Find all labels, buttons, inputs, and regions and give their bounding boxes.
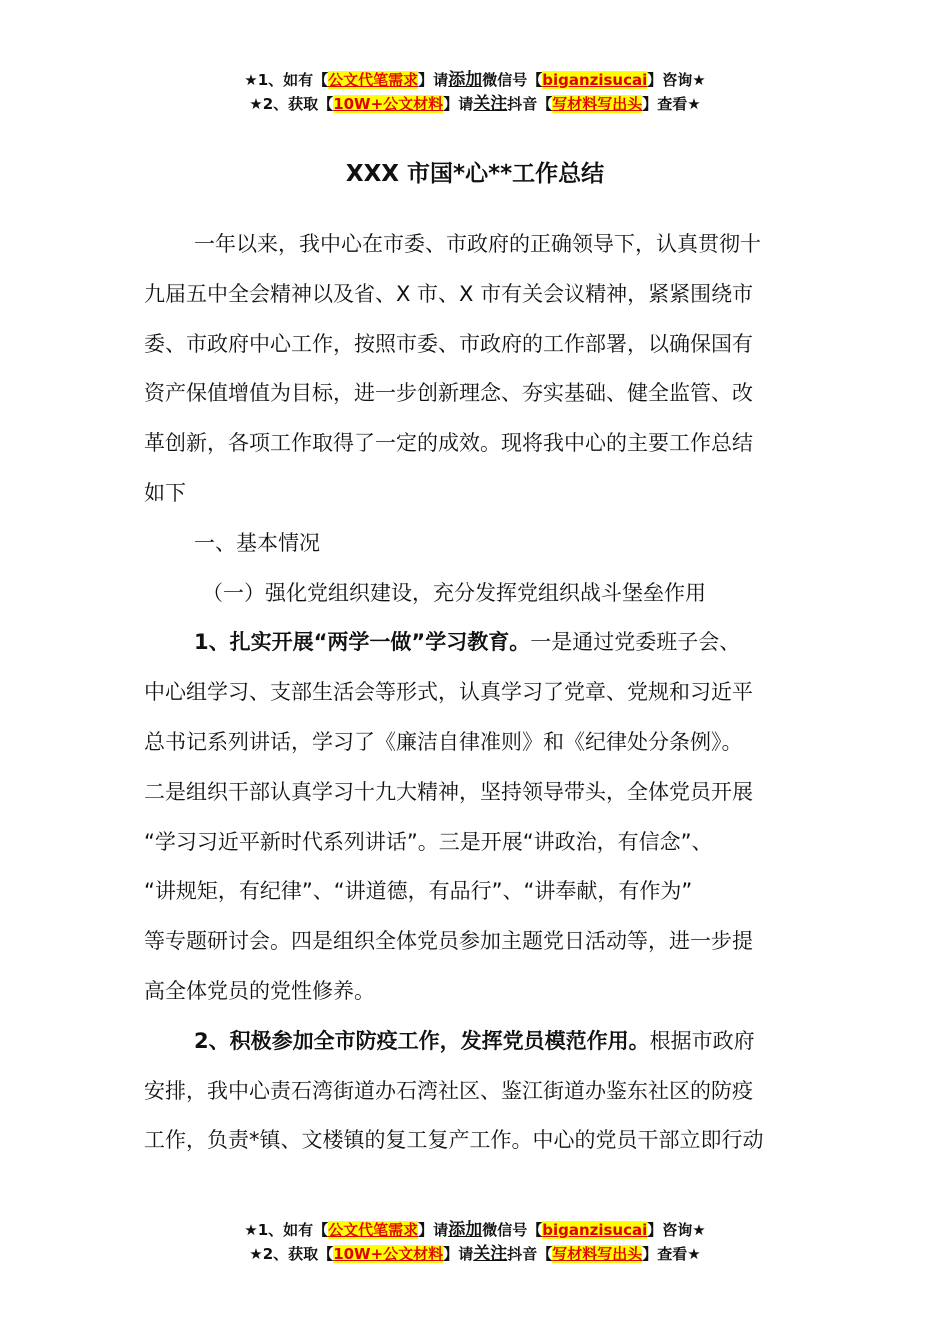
banner-line-1 — [0, 1218, 950, 1242]
text-line: 中心组学习、支部生活会等形式，认真学习了党章、党规和习近平 — [144, 680, 753, 705]
text-line: “学习习近平新时代系列讲话”。三是开展“讲政治，有信念”、 — [144, 829, 713, 854]
text-line: 资产保值增值为目标，进一步创新理念、夯实基础、健全监管、改 — [144, 381, 753, 406]
subsection-heading: （一）强化党组织建设，充分发挥党组织战斗堡垒作用 — [202, 580, 706, 605]
banner-text: 】咨询★ — [647, 71, 706, 89]
text-line: 安排，我中心责石湾街道办石湾社区、鉴江街道办鉴东社区的防疫 — [144, 1078, 753, 1103]
document-title: XXX 市国*心**工作总结 — [345, 161, 605, 187]
banner-text: 】查看★ — [642, 95, 701, 113]
text-line: 一年以来，我中心在市委、市政府的正确领导下，认真贯彻十 — [194, 232, 761, 256]
text-line: “讲规矩，有纪律”、“讲道德，有品行”、“讲奉献，有作为” — [144, 879, 693, 904]
item-heading: 2、积极参加全市防疫工作，发挥党员模范作用。 — [194, 1028, 650, 1053]
banner-highlight: 10W+公文材料 — [333, 1245, 444, 1263]
banner-text: 抖音【 — [507, 95, 553, 113]
text-line: 二是组织干部认真学习十九大精神，坚持领导带头，全体党员开展 — [144, 779, 753, 804]
text-line: 总书记系列讲话，学习了《廉洁自律准则》和《纪律处分条例》。 — [144, 729, 743, 754]
text-span: 一是通过党委班子会、 — [530, 630, 741, 655]
banner-text: 】请 — [418, 71, 449, 89]
banner-text: 】请 — [443, 95, 474, 113]
banner-text: 微信号【 — [482, 71, 543, 89]
banner-line-2 — [0, 1242, 950, 1266]
banner-text: 抖音【 — [507, 1245, 553, 1263]
banner-line-1 — [0, 68, 950, 92]
banner-text: ★2、获取【 — [249, 95, 334, 113]
banner-text: 】请 — [418, 1221, 449, 1239]
banner-highlight: biganzisucai — [542, 1221, 648, 1239]
top-banner — [0, 68, 950, 116]
banner-emphasis: 添加 — [448, 70, 483, 90]
banner-text: 】查看★ — [642, 1245, 701, 1263]
item-heading: 1、扎实开展“两学一做”学习教育。 — [194, 630, 531, 655]
text-span: 根据市政府 — [649, 1028, 755, 1053]
banner-text: ★1、如有【 — [244, 71, 329, 89]
banner-emphasis: 添加 — [448, 1220, 483, 1240]
section-heading: 一、基本情况 — [194, 530, 320, 555]
text-line: 工作，负责*镇、文楼镇的复工复产工作。中心的党员干部立即行动 — [144, 1128, 764, 1153]
document-body — [144, 220, 824, 1166]
banner-text: ★1、如有【 — [244, 1221, 329, 1239]
banner-highlight: 公文代笔需求 — [328, 71, 419, 89]
banner-highlight: 公文代笔需求 — [328, 1221, 419, 1239]
banner-text: 】请 — [443, 1245, 474, 1263]
banner-text: 微信号【 — [482, 1221, 543, 1239]
banner-text: 】咨询★ — [647, 1221, 706, 1239]
text-line: 如下 — [144, 480, 186, 505]
text-line — [144, 618, 824, 668]
banner-highlight: 写材料写出头 — [552, 1245, 643, 1263]
text-line: 革创新，各项工作取得了一定的成效。现将我中心的主要工作总结 — [144, 431, 753, 456]
bottom-banner — [0, 1218, 950, 1266]
banner-highlight: biganzisucai — [542, 71, 648, 89]
banner-highlight: 10W+公文材料 — [333, 95, 444, 113]
text-line: 等专题研讨会。四是组织全体党员参加主题党日活动等，进一步提 — [144, 929, 753, 954]
banner-highlight: 写材料写出头 — [552, 95, 643, 113]
banner-emphasis: 关注 — [473, 94, 508, 114]
banner-line-2 — [0, 92, 950, 116]
banner-emphasis: 关注 — [473, 1244, 508, 1264]
text-line — [144, 1017, 824, 1067]
text-line: 委、市政府中心工作，按照市委、市政府的工作部署，以确保国有 — [144, 331, 753, 356]
banner-text: ★2、获取【 — [249, 1245, 334, 1263]
text-line: 九届五中全会精神以及省、X 市、X 市有关会议精神，紧紧围绕市 — [144, 281, 754, 306]
text-line: 高全体党员的党性修养。 — [144, 978, 375, 1003]
